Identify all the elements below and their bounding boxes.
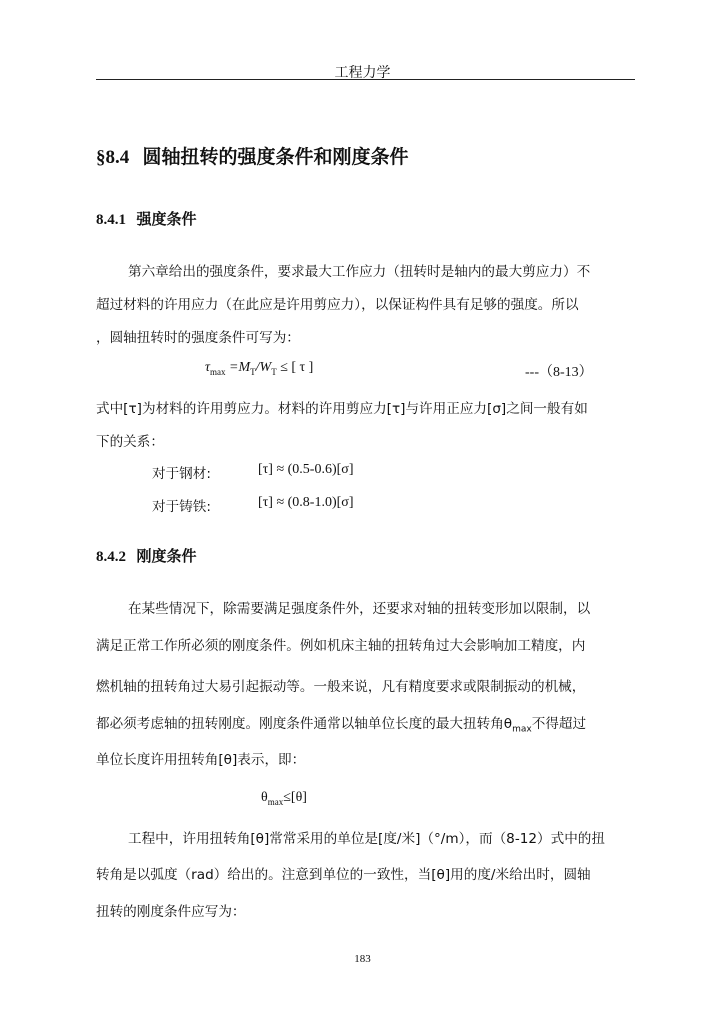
section-heading [96,142,409,169]
eq-sub: max [267,796,284,807]
eq-part: =M [225,360,251,375]
paragraph-line: 满足正常工作所必须的刚度条件。例如机床主轴的扭转角过大会影响加工精度，内 [96,638,586,654]
equation-number: ---（8-13） [525,365,593,380]
paragraph-line: 式中[τ]为材料的许用剪应力。材料的许用剪应力[τ]与许用正应力[σ]之间一般有如 [96,401,588,417]
paragraph-line [96,712,586,735]
eq-sub: T [271,366,277,377]
paragraph-line: 超过材料的许用应力（在此应是许用剪应力），以保证构件具有足够的强度。所以 [96,297,579,313]
subsection-number: 8.4.1 [96,212,126,228]
eq-theta: θ [261,790,268,805]
paragraph-line: 下的关系： [96,434,164,450]
text-run: 不得超过 [531,716,587,732]
paragraph-line: 在某些情况下，除需要满足强度条件外，还要求对轴的扭转变形加以限制，以 [128,601,591,617]
eq-part: ≤ [ τ ] [276,360,314,375]
eq-sub: T [250,366,256,377]
paragraph-line: 工程中，许用扭转角[θ]常常采用的单位是[度/米]（°/m），而（8-12）式中的扭 [128,831,605,847]
section-title: 圆轴扭转的强度条件和刚度条件 [142,146,409,168]
paragraph-line: 扭转的刚度条件应写为： [96,904,246,920]
paragraph-line: 单位长度许用扭转角[θ]表示，即： [96,752,306,768]
paragraph-line: ，圆轴扭转时的强度条件可写为： [96,330,300,346]
section-symbol: §8.4 [96,147,130,168]
paragraph-line: 第六章给出的强度条件，要求最大工作应力（扭转时是轴内的最大剪应力）不 [128,264,591,280]
paragraph-line: 转角是以弧度（rad）给出的。注意到单位的一致性，当[θ]用的度/米给出时，圆轴 [96,867,591,883]
iron-label: 对于铸铁: [152,499,211,515]
running-header: 工程力学 [334,65,391,81]
stiffness-equation [261,790,307,807]
iron-value: [τ] ≈ (0.8-1.0)[σ] [258,495,354,510]
subsection-title: 强度条件 [136,210,197,228]
subsection-heading-stiffness [96,545,196,566]
steel-label: 对于钢材: [152,466,211,482]
page-number: 183 [354,953,371,965]
eq-tau: τ [205,360,211,375]
eq-part: ≤[θ] [283,790,307,805]
steel-value: [τ] ≈ (0.5-0.6)[σ] [258,462,354,477]
eq-part: /W [255,360,272,375]
subsection-heading-strength [96,208,196,229]
subsection-title: 刚度条件 [136,547,197,565]
text-run: 都必须考虑轴的扭转刚度。刚度条件通常以轴单位长度的最大扭转角θ [96,716,513,732]
subsection-number: 8.4.2 [96,549,126,565]
theta-sub: max [512,724,532,735]
strength-equation [205,360,313,377]
paragraph-line: 燃机轴的扭转角过大易引起振动等。一般来说，凡有精度要求或限制振动的机械， [96,679,586,695]
eq-sub: max [210,366,226,377]
header-rule [96,79,635,80]
